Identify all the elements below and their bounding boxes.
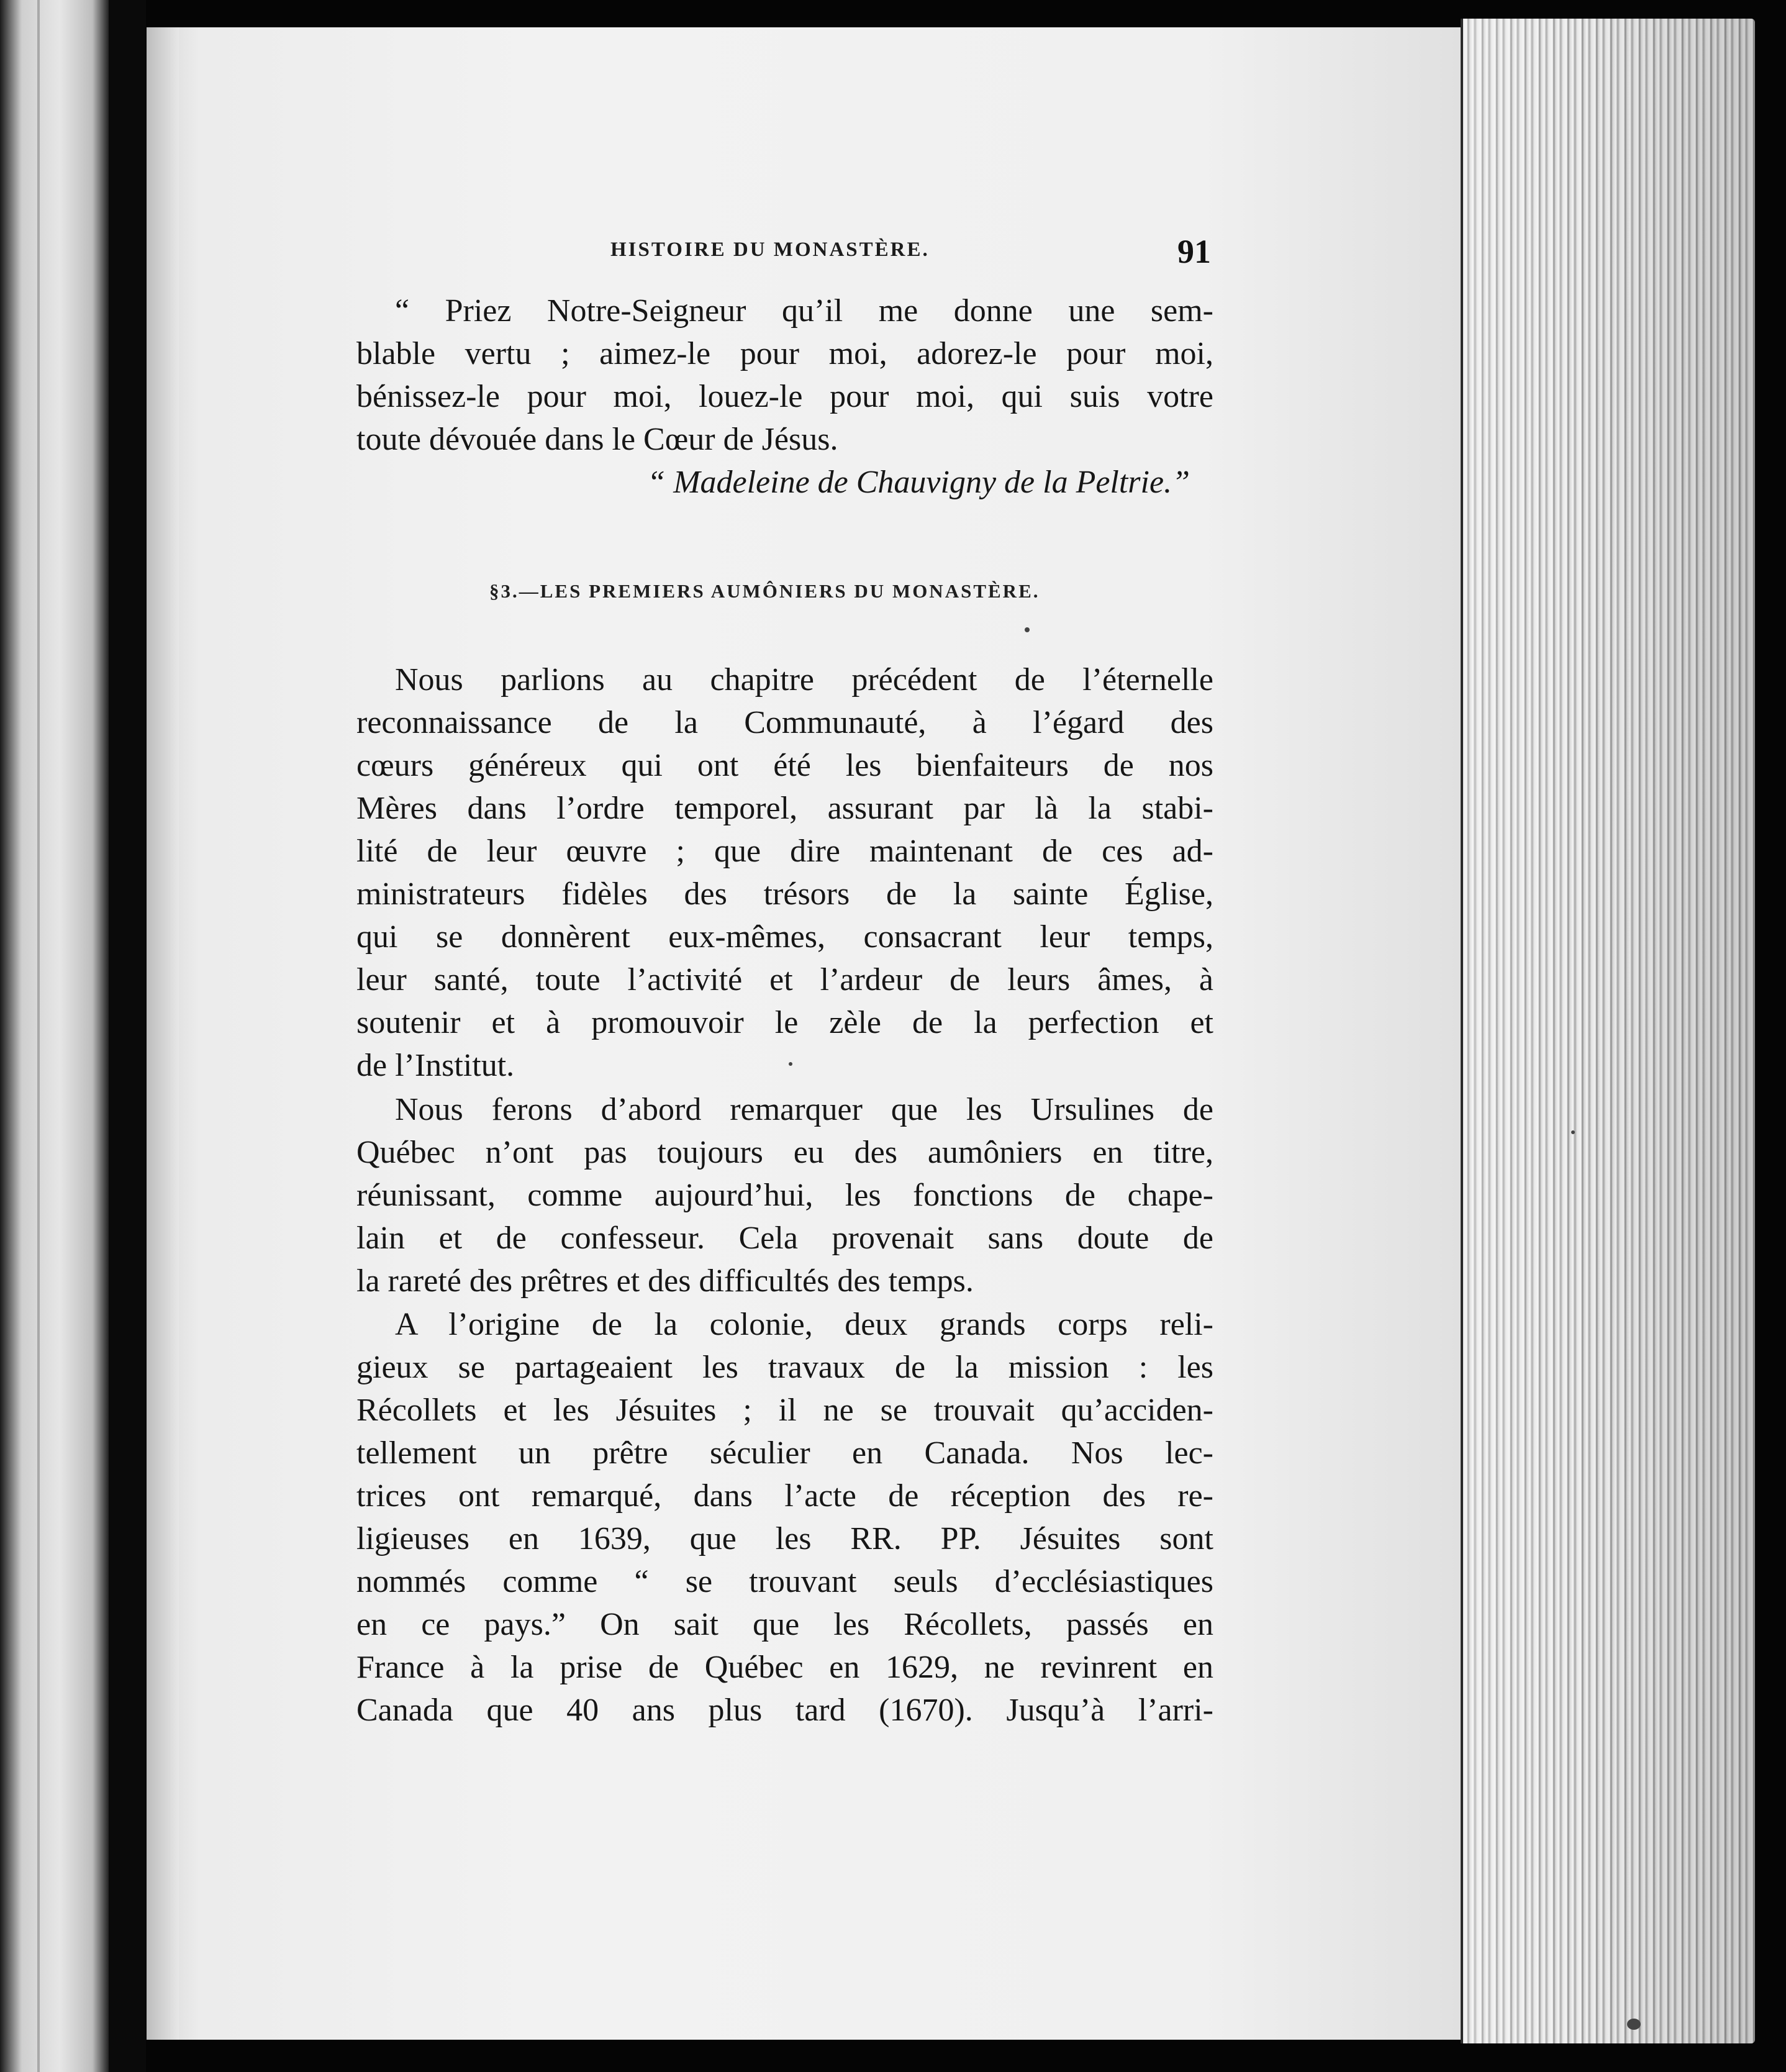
running-head	[359, 235, 1211, 272]
text-line: lain et de confesseur. Cela provenait sans doute de	[356, 1220, 1213, 1256]
text-line: ministrateurs fidèles des trésors de la sainte Église,	[356, 876, 1213, 912]
text-line: Québec n’ont pas toujours eu des aumôniers en titre,	[356, 1135, 1213, 1170]
scan-speck	[1627, 2019, 1641, 2030]
scan-speck	[1025, 627, 1030, 632]
text-line: nommés comme “ se trouvant seuls d’ecclésiastiques	[356, 1564, 1213, 1599]
text-line: réunissant, comme aujourd’hui, les fonctions de chape-	[356, 1178, 1213, 1213]
text-line: Nous ferons d’abord remarquer que les Ursulines de	[395, 1092, 1213, 1127]
paragraph-3	[356, 1303, 1213, 1732]
letter-closing	[356, 289, 1213, 504]
book-gutter	[109, 0, 146, 2072]
text-line: tellement un prêtre séculier en Canada. Nos lec-	[356, 1435, 1213, 1471]
left-page-crease	[37, 0, 40, 2072]
text-line: Récollets et les Jésuites ; il ne se trouvait qu’acciden-	[356, 1393, 1213, 1428]
text-line: qui se donnèrent eux-mêmes, consacrant leur temps,	[356, 919, 1213, 955]
text-line: blable vertu ; aimez-le pour moi, adorez-le pour moi,	[356, 336, 1213, 371]
text-line: A l’origine de la colonie, deux grands corps reli-	[395, 1307, 1213, 1342]
text-line: de l’Institut.	[356, 1048, 515, 1083]
text-line: leur santé, toute l’activité et l’ardeur de leurs âmes, à	[356, 962, 1213, 997]
left-page-edge	[0, 0, 109, 2072]
text-line: soutenir et à promouvoir le zèle de la perfection et	[356, 1005, 1213, 1040]
page-inner-shadow	[147, 27, 179, 2040]
text-line: toute dévouée dans le Cœur de Jésus.	[356, 422, 838, 457]
fore-edge-shading	[1463, 19, 1755, 2043]
text-line: Canada que 40 ans plus tard (1670). Jusqu’à l’arri-	[356, 1693, 1213, 1728]
section-heading: §3.—LES PREMIERS AUMÔNIERS DU MONASTÈRE.	[489, 580, 1040, 602]
scan-speck	[1571, 1130, 1575, 1134]
text-line: cœurs généreux qui ont été les bienfaiteurs de nos	[356, 748, 1213, 783]
text-line: gieux se partageaient les travaux de la mission : les	[356, 1350, 1213, 1385]
signature: “ Madeleine de Chauvigny de la Peltrie.”	[647, 465, 1190, 500]
page-number: 91	[1177, 233, 1211, 270]
text-line: ligieuses en 1639, que les RR. PP. Jésuites sont	[356, 1521, 1213, 1556]
text-line: reconnaissance de la Communauté, à l’égard des	[356, 705, 1213, 740]
text-line: France à la prise de Québec en 1629, ne revinrent en	[356, 1650, 1213, 1685]
text-line: bénissez-le pour moi, louez-le pour moi, qui suis votre	[356, 379, 1213, 414]
text-line: trices ont remarqué, dans l’acte de réception des re-	[356, 1478, 1213, 1514]
text-line: en ce pays.” On sait que les Récollets, passés en	[356, 1607, 1213, 1642]
paragraph-2	[356, 1088, 1213, 1302]
text-line: lité de leur œuvre ; que dire maintenant de ces ad-	[356, 834, 1213, 869]
text-line: Nous parlions au chapitre précédent de l’éternelle	[395, 662, 1213, 697]
text-line: la rareté des prêtres et des difficultés des temps.	[356, 1263, 974, 1299]
text-line: Mères dans l’ordre temporel, assurant par là la stabi-	[356, 791, 1213, 826]
paragraph-1	[356, 658, 1213, 1087]
text-line: “ Priez Notre-Seigneur qu’il me donne une sem-	[395, 293, 1213, 329]
scan-speck	[789, 1062, 792, 1066]
running-title: HISTOIRE DU MONASTÈRE.	[610, 239, 930, 261]
